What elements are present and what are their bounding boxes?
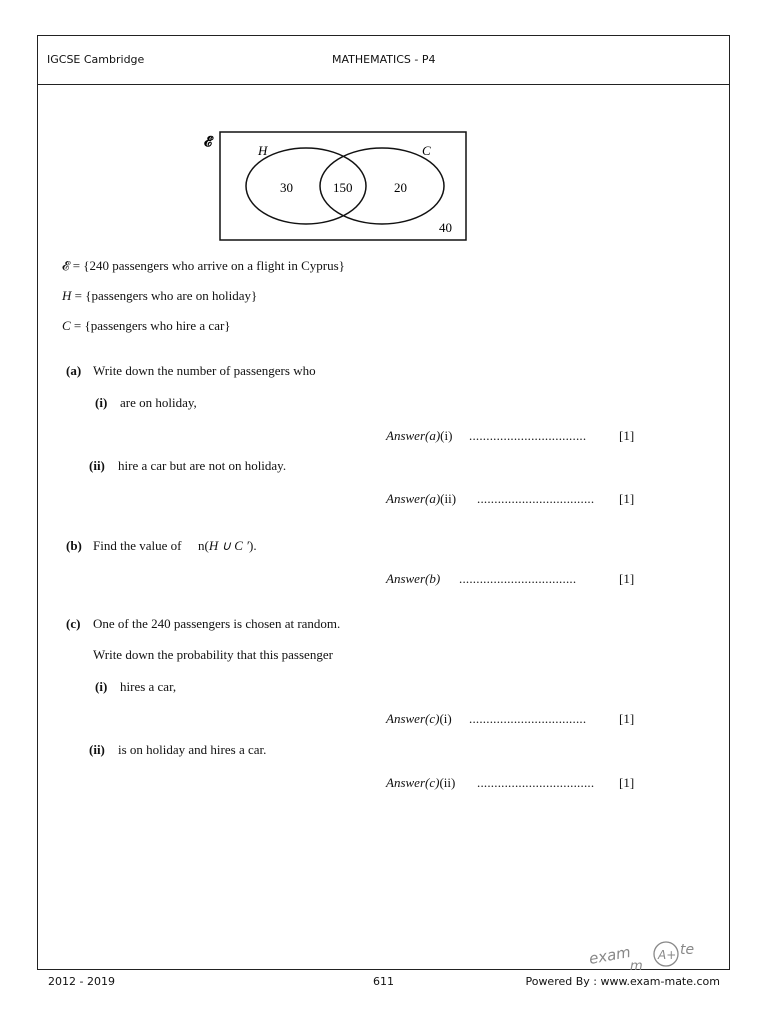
footer-page-number: 611 xyxy=(373,975,394,988)
mark-c-i: [1] xyxy=(619,711,635,726)
svg-text:te: te xyxy=(680,942,695,958)
set-c-label: C xyxy=(422,143,431,158)
footer-year-range: 2012 - 2019 xyxy=(48,975,115,988)
question-b-text: Find the value of xyxy=(93,538,182,553)
mark-a-ii: [1] xyxy=(619,491,635,506)
region-outside: 40 xyxy=(439,220,452,235)
region-intersection: 150 xyxy=(333,180,353,195)
question-c-i-label: (i) xyxy=(95,679,108,694)
svg-text:A+: A+ xyxy=(658,948,677,962)
set-c-definition: C = {passengers who hire a car} xyxy=(62,318,231,333)
answer-c-ii-field[interactable]: .................................. xyxy=(477,775,595,790)
set-h-label: H xyxy=(258,143,268,158)
header-divider xyxy=(38,84,729,85)
footer-powered-by: Powered By : www.exam-mate.com xyxy=(525,975,720,988)
answer-c-i-label: Answer(c)(i) xyxy=(386,711,452,726)
question-a-i-label: (i) xyxy=(95,395,108,410)
answer-a-ii-field[interactable]: .................................. xyxy=(477,491,595,506)
question-c-ii-label: (ii) xyxy=(89,742,105,757)
mark-c-ii: [1] xyxy=(619,775,635,790)
question-a-ii-text: hire a car but are not on holiday. xyxy=(118,458,287,473)
header-subject-board: IGCSE Cambridge xyxy=(47,53,145,66)
question-b-expression: n(H ∪ C ′). xyxy=(198,538,257,553)
question-a-text: Write down the number of passengers who xyxy=(93,363,316,378)
svg-text:m: m xyxy=(630,959,643,974)
question-a-label: (a) xyxy=(66,363,82,378)
question-c-ii-text: is on holiday and hires a car. xyxy=(118,742,267,757)
question-c-label: (c) xyxy=(66,616,81,631)
region-h-only: 30 xyxy=(280,180,293,195)
question-c-text: One of the 240 passengers is chosen at random. xyxy=(93,616,341,631)
mark-a-i: [1] xyxy=(619,428,635,443)
set-h-definition: H = {passengers who are on holiday} xyxy=(62,288,258,303)
universal-set-definition: 𝓔 = {240 passengers who arrive on a flight in Cyprus} xyxy=(62,258,345,273)
answer-a-i-label: Answer(a)(i) xyxy=(386,428,453,443)
exam-mate-logo xyxy=(586,934,716,974)
answer-b-label: Answer(b) xyxy=(386,571,441,586)
answer-b-field[interactable]: .................................. xyxy=(459,571,577,586)
answer-c-ii-label: Answer(c)(ii) xyxy=(386,775,456,790)
answer-a-ii-label: Answer(a)(ii) xyxy=(386,491,457,506)
question-a-ii-label: (ii) xyxy=(89,458,105,473)
answer-c-i-field[interactable]: .................................. xyxy=(469,711,587,726)
mark-b: [1] xyxy=(619,571,635,586)
question-c-i-text: hires a car, xyxy=(120,679,177,694)
question-a-i-text: are on holiday, xyxy=(120,395,197,410)
region-c-only: 20 xyxy=(394,180,407,195)
answer-a-i-field[interactable]: .................................. xyxy=(469,428,587,443)
header-paper-title: MATHEMATICS - P4 xyxy=(332,53,436,66)
universal-set-symbol: 𝓔 xyxy=(204,135,213,150)
question-c-text-2: Write down the probability that this passenger xyxy=(93,647,333,662)
svg-text:exam: exam xyxy=(587,942,632,968)
venn-diagram xyxy=(196,128,476,244)
question-b-label: (b) xyxy=(66,538,82,553)
